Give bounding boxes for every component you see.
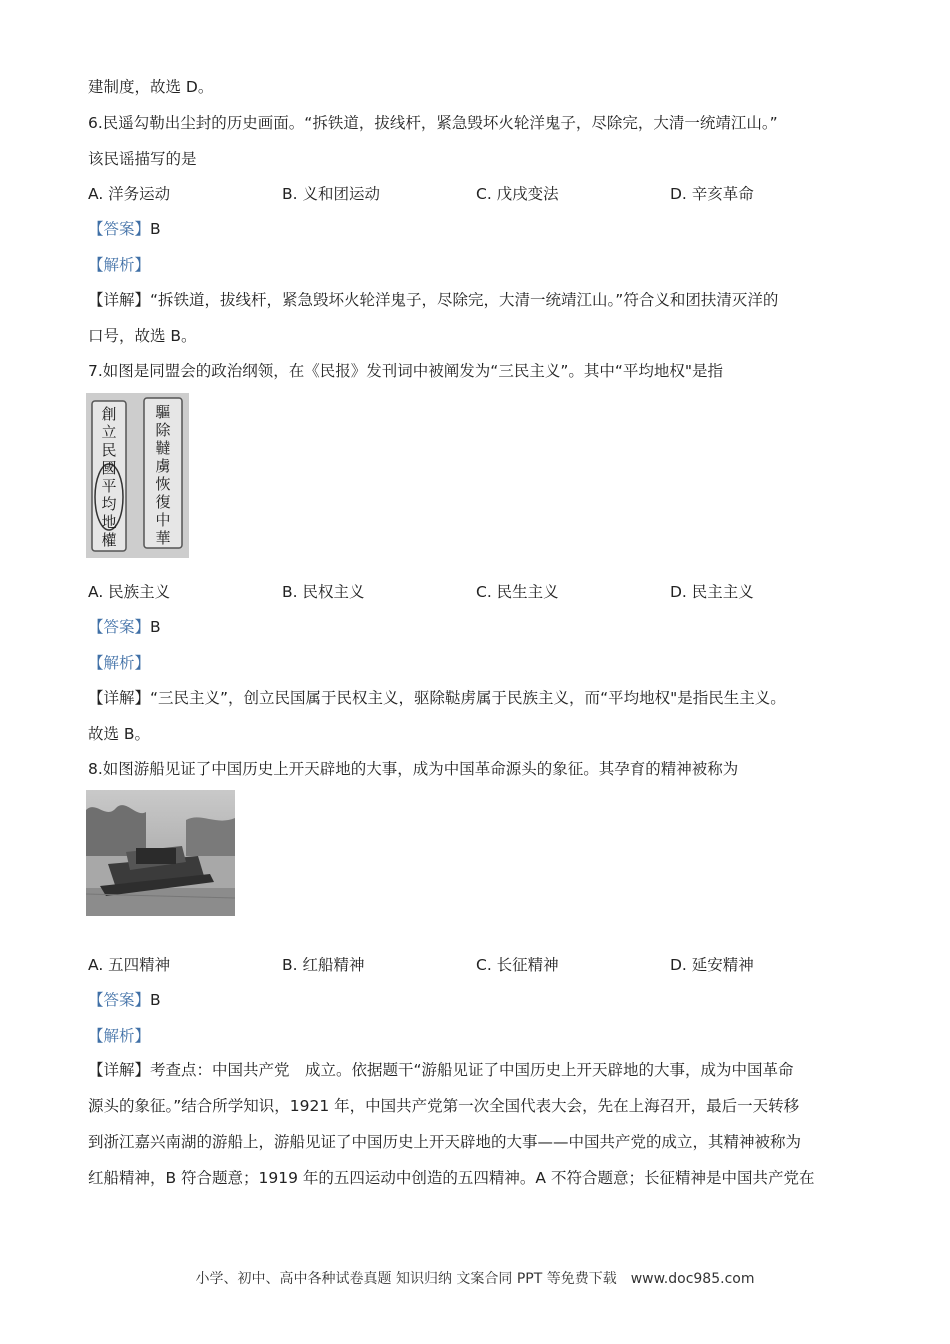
red-boat-photo: [86, 790, 235, 916]
question-7-stem: 7.如图是同盟会的政治纲领，在《民报》发刊词中被阐发为“三民主义”。其中“平均地权"是指: [88, 362, 724, 380]
q6-analysis-tag: 【解析】: [88, 256, 151, 274]
page-footer: 小学、初中、高中各种试卷真题 知识归纳 文案合同 PPT 等免费下载 www.doc985.com: [195, 1271, 755, 1287]
program-char: 驅: [155, 403, 171, 421]
q6-detail-cont: 口号，故选 B。: [88, 327, 197, 345]
q7-detail-cont: 故选 B。: [88, 725, 151, 743]
q6-option-c: C. 戊戌变法: [476, 185, 559, 203]
program-char: 中: [155, 511, 171, 529]
q8-option-d: D. 延安精神: [670, 956, 754, 974]
answer-value: B: [150, 618, 161, 636]
q7-option-d: D. 民主主义: [670, 583, 754, 601]
q8-option-a: A. 五四精神: [88, 956, 171, 974]
program-char: 民: [101, 441, 117, 459]
q8-analysis-tag: 【解析】: [88, 1027, 151, 1045]
q6-option-b: B. 义和团运动: [282, 185, 380, 203]
q7-option-a: A. 民族主义: [88, 583, 171, 601]
boat-image: [86, 790, 235, 916]
program-char: 權: [101, 531, 117, 549]
question-6-stem-cont: 该民谣描写的是: [88, 150, 197, 168]
q7-detail: 【详解】“三民主义”，创立民国属于民权主义，驱除鞑虏属于民族主义，而“平均地权"是指民生主义。: [88, 689, 786, 707]
program-char: 華: [155, 529, 171, 547]
program-char: 地: [101, 513, 117, 531]
answer-tag: 【答案】: [88, 220, 151, 238]
q6-option-d: D. 辛亥革命: [670, 185, 754, 203]
q8-answer: [88, 989, 161, 1011]
program-char: 創: [101, 405, 117, 423]
q8-option-c: C. 长征精神: [476, 956, 559, 974]
program-char: 恢: [155, 475, 171, 493]
answer-tag: 【答案】: [88, 991, 151, 1009]
question-8-stem: 8.如图游船见证了中国历史上开天辟地的大事，成为中国革命源头的象征。其孕育的精神被称为: [88, 760, 739, 778]
q7-option-c: C. 民生主义: [476, 583, 559, 601]
answer-value: B: [150, 220, 161, 238]
q7-option-b: B. 民权主义: [282, 583, 365, 601]
program-char: 均: [101, 495, 117, 513]
program-char: 復: [155, 493, 171, 511]
q6-detail: 【详解】“拆铁道，拔线杆，紧急毁坏火轮洋鬼子，尽除完，大清一统靖江山。”符合义和团扶清灭洋的: [88, 291, 779, 309]
program-char: 國: [101, 459, 117, 477]
program-char: 平: [101, 477, 117, 495]
answer-value: B: [150, 991, 161, 1009]
program-char: 虜: [155, 457, 171, 475]
program-char: 韃: [155, 439, 171, 457]
text-line: 建制度，故选 D。: [88, 78, 214, 96]
q8-detail-cont: 红船精神，B 符合题意；1919 年的五四运动中创造的五四精神。A 不符合题意；长征精神是中国共产党在: [88, 1169, 815, 1187]
program-char: 立: [101, 423, 117, 441]
q8-option-b: B. 红船精神: [282, 956, 365, 974]
answer-tag: 【答案】: [88, 618, 151, 636]
program-char: 除: [155, 421, 171, 439]
tongmenghui-program-figure: [86, 393, 189, 558]
q7-analysis-tag: 【解析】: [88, 654, 151, 672]
q8-detail-cont: 源头的象征。”结合所学知识，1921 年，中国共产党第一次全国代表大会，先在上海召开，最后一天转移: [88, 1097, 800, 1115]
q7-answer: [88, 616, 161, 638]
q6-answer: [88, 218, 161, 240]
q6-option-a: A. 洋务运动: [88, 185, 171, 203]
question-6-stem: 6.民遥勾勒出尘封的历史画面。“拆铁道，拔线杆，紧急毁坏火轮洋鬼子，尽除完，大清一统靖江山。”: [88, 114, 778, 132]
q8-detail: 【详解】考查点：中国共产党 成立。依据题干“游船见证了中国历史上开天辟地的大事，成为中国革命: [88, 1061, 794, 1079]
program-slogan-image: [86, 393, 189, 558]
q8-detail-cont: 到浙江嘉兴南湖的游船上，游船见证了中国历史上开天辟地的大事——中国共产党的成立，其精神被称为: [88, 1133, 802, 1151]
